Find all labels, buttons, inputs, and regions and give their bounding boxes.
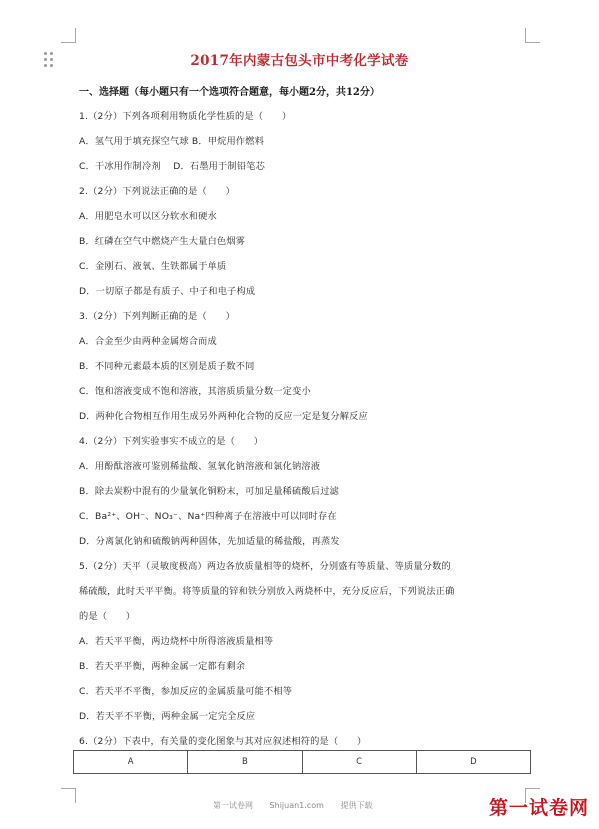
crop-mark-top-left: [61, 28, 76, 43]
text-line: 3.（2分）下列判断正确的是（ ）: [79, 311, 236, 322]
page-title: 2017年内蒙古包头市中考化学试卷: [190, 53, 409, 69]
text-line: B．除去炭粉中混有的少量氧化铜粉末，可加足量稀硫酸后过滤: [79, 486, 339, 497]
options-table: [73, 750, 531, 774]
text-line: 2.（2分）下列说法正确的是（ ）: [79, 186, 236, 197]
text-line: 5.（2分）天平（灵敏度极高）两边各放质量相等的烧杯，分别盛有等质量、等质量分数的: [79, 561, 451, 572]
text-line: C．金刚石、液氧、生铁都属于单质: [79, 261, 227, 272]
table-header-cell: A: [74, 751, 188, 774]
text-line: A．合金至少由两种金属熔合而成: [79, 336, 217, 347]
crop-mark-bottom-left: [61, 788, 76, 803]
text-line: 的是（ ）: [79, 611, 136, 622]
text-line: B．不同种元素最本质的区别是质子数不同: [79, 361, 255, 372]
text-line: A．用肥皂水可以区分软水和硬水: [79, 211, 217, 222]
footer-site-name: 第一试卷网: [213, 801, 253, 810]
section-heading: 一、选择题（每小题只有一个选项符合题意，每小题2分，共12分）: [79, 87, 380, 98]
text-line: A．氢气用于填充探空气球 B．甲烷用作燃料: [79, 136, 265, 147]
text-line: B．若天平平衡，两种金属一定都有剩余: [79, 661, 246, 672]
page-footer: [213, 800, 386, 811]
text-line: 6.（2分）下表中，有关量的变化图象与其对应叙述相符的是（ ）: [79, 736, 367, 747]
text-line: C．若天平不平衡，参加反应的金属质量可能不相等: [79, 686, 293, 697]
watermark-logo: 第一试卷网: [489, 797, 590, 819]
text-line: A．用酚酞溶液可鉴别稀盐酸、氢氧化钠溶液和氯化钠溶液: [79, 461, 321, 472]
table-header-cell: B: [188, 751, 302, 774]
footer-site-url: Shijuan1.com: [269, 801, 324, 810]
text-line: B．红磷在空气中燃烧产生大量白色烟雾: [79, 236, 246, 247]
text-line: 4.（2分）下列实验事实不成立的是（ ）: [79, 436, 264, 447]
text-line: C．Ba²⁺、OH⁻、NO₃⁻、Na⁺四种离子在溶液中可以同时存在: [79, 511, 337, 522]
table-row: [74, 751, 531, 774]
text-line: C．干冰用作制冷剂 D．石墨用于制铅笔芯: [79, 161, 265, 172]
crop-mark-top-right: [525, 28, 540, 43]
table-header-cell: D: [416, 751, 530, 774]
text-line: D．两种化合物相互作用生成另外两种化合物的反应一定是复分解反应: [79, 411, 368, 422]
text-line: 1.（2分）下列各项利用物质化学性质的是（ ）: [79, 111, 292, 122]
text-line: C．饱和溶液变成不饱和溶液，其溶质质量分数一定变小: [79, 386, 311, 397]
text-line: D．分离氯化钠和硫酸钠两种固体，先加适量的稀盐酸，再蒸发: [79, 536, 340, 547]
footer-download-note: 提供下载: [340, 801, 373, 810]
table-header-cell: C: [302, 751, 416, 774]
text-line: 稀硫酸，此时天平平衡。将等质量的锌和铁分别放入两烧杯中，充分反应后，下列说法正确: [79, 586, 455, 597]
text-line: D．若天平不平衡，两种金属一定完全反应: [79, 711, 256, 722]
text-line: D．一切原子都是有质子、中子和电子构成: [79, 286, 256, 297]
text-line: A．若天平平衡，两边烧杯中所得溶液质量相等: [79, 636, 274, 647]
